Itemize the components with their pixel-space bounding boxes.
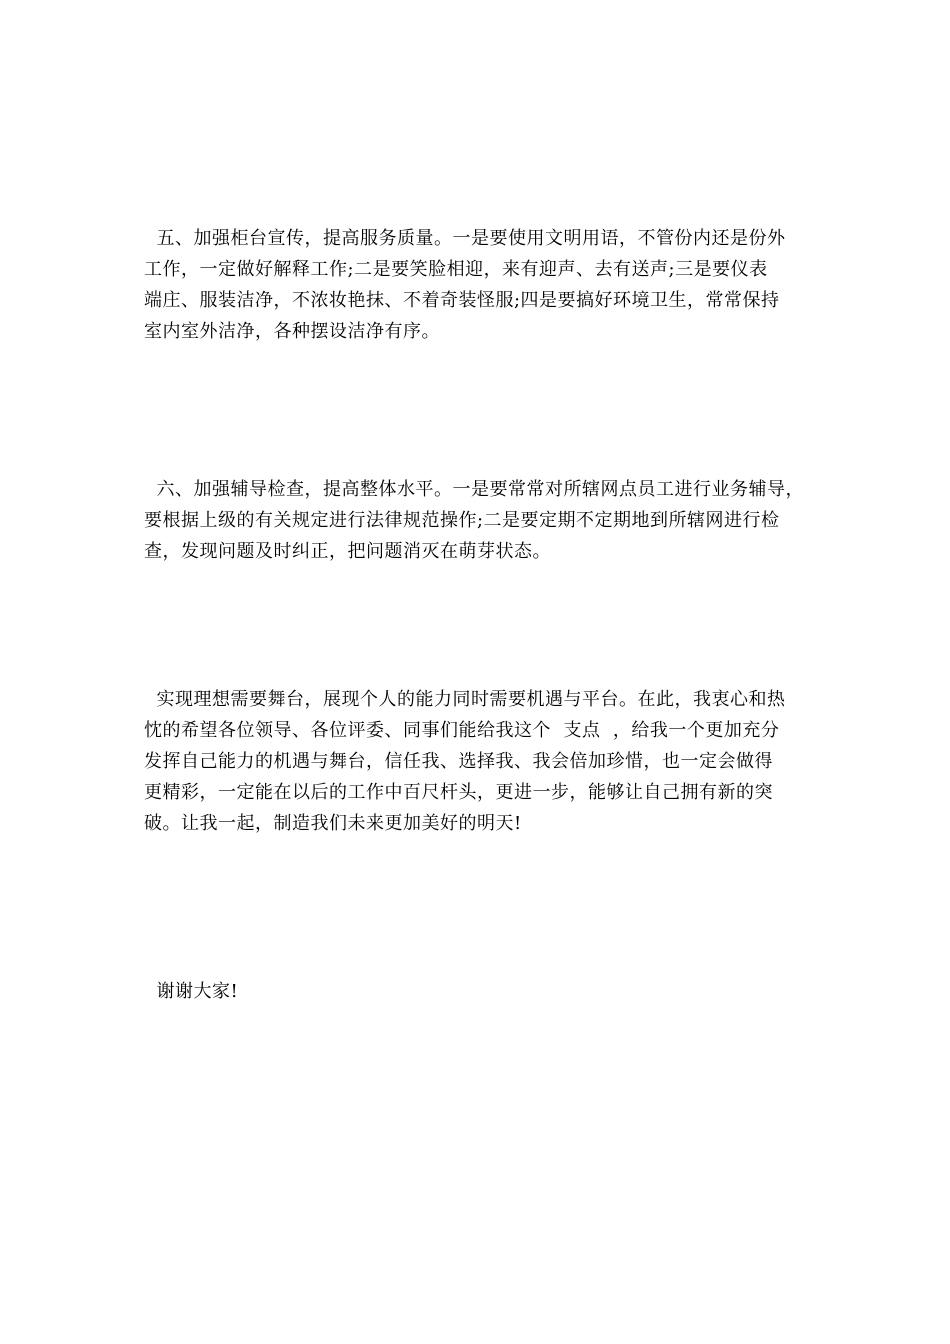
text-line: 查，发现问题及时纠正，把问题消灭在萌芽状态。 <box>144 541 551 562</box>
text-line: 要根据上级的有关规定进行法律规范操作;二是要定期不定期地到所辖网进行检 <box>144 510 780 531</box>
text-line: 实现理想需要舞台，展现个人的能力同时需要机遇与平台。在此，我衷心和热 <box>144 689 786 710</box>
text-line: 五、加强柜台宣传，提高服务质量。一是要使用文明用语，不管份内还是份外 <box>144 228 786 249</box>
text-line: 室内室外洁净，各种摆设洁净有序。 <box>144 321 440 342</box>
text-line: 工作，一定做好解释工作;二是要笑脸相迎，来有迎声、去有送声;三是要仪表 <box>144 259 768 280</box>
text-line: 六、加强辅导检查，提高整体水平。一是要常常对所辖网点员工进行业务辅导， <box>144 479 804 500</box>
paragraph-guidance-inspection <box>144 474 814 567</box>
text-line: 谢谢大家! <box>144 981 239 1002</box>
text-line: 忱的希望各位领导、各位评委、同事们能给我这个 支点 ，给我一个更加充分 <box>144 720 780 741</box>
text-line: 发挥自己能力的机遇与舞台，信任我、选择我、我会倍加珍惜，也一定会做得 <box>144 751 773 772</box>
text-line: 破。让我一起，制造我们未来更加美好的明天! <box>144 813 522 834</box>
paragraph-thanks <box>144 976 814 1007</box>
text-line: 更精彩，一定能在以后的工作中百尺杆头，更进一步，能够让自己拥有新的突 <box>144 782 773 803</box>
paragraph-counter-service <box>144 223 814 347</box>
paragraph-conclusion <box>144 684 814 839</box>
text-line: 端庄、服装洁净，不浓妆艳抹、不着奇装怪服;四是要搞好环境卫生，常常保持 <box>144 290 780 311</box>
